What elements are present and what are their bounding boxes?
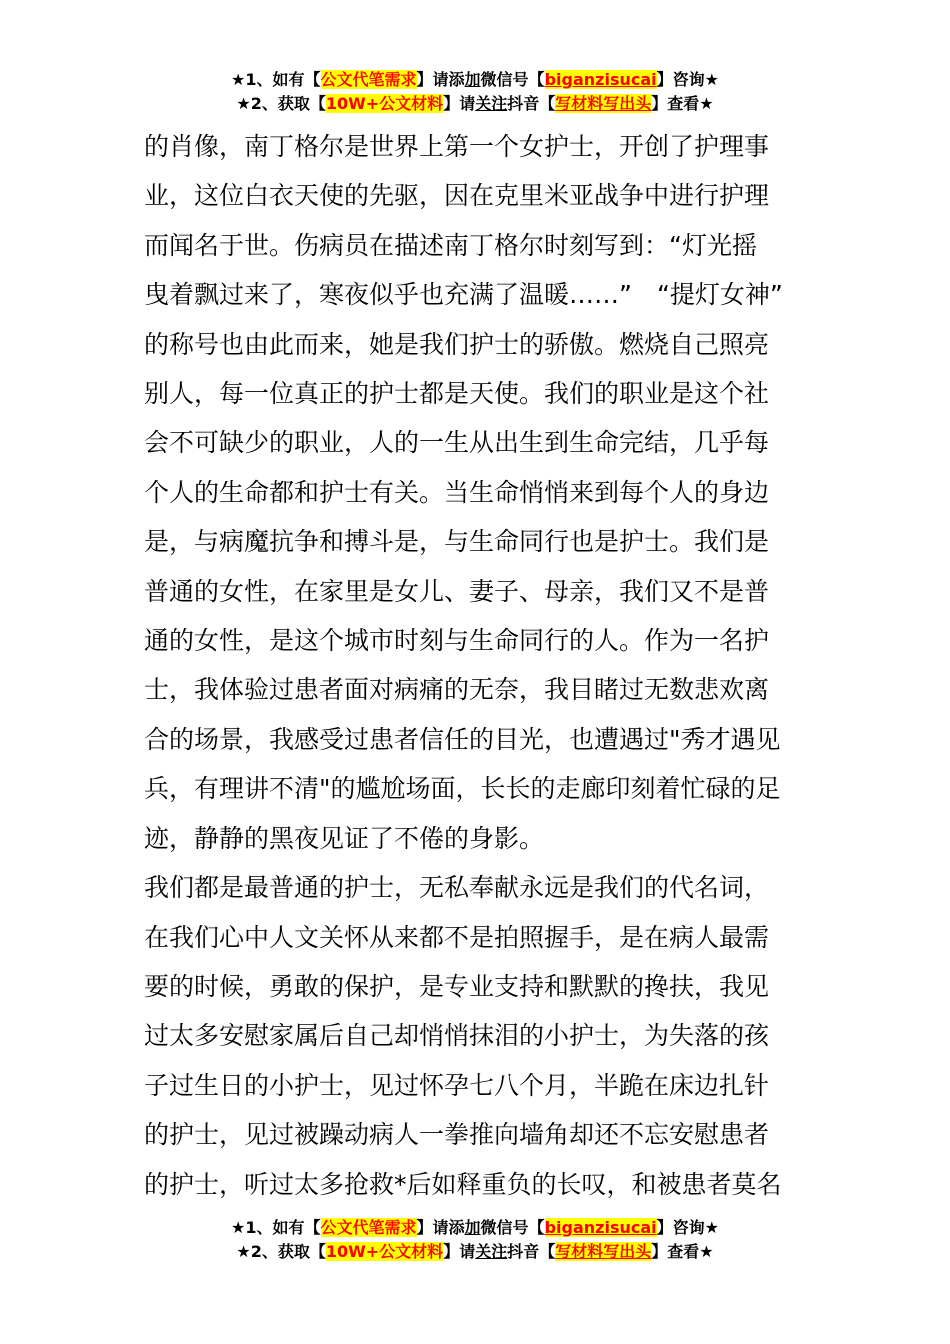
highlight-service: 公文代笔需求 <box>320 70 417 89</box>
text-line: 曳着飘过来了，寒夜似乎也充满了温暖……” “提灯女神” <box>144 280 783 310</box>
text-line: 要的时候，勇敢的保护，是专业支持和默默的搀扶，我见 <box>144 971 770 1001</box>
document-body <box>144 122 812 1209</box>
text-line: 个人的生命都和护士有关。当生命悄悄来到每个人的身边 <box>144 477 770 507</box>
douyin-account: 写材料写出头 <box>555 1242 652 1261</box>
text-line: 兵，有理讲不清"的尴尬场面，长长的走廊印刻着忙碌的足 <box>144 774 781 804</box>
star-icon: ★ <box>231 70 246 89</box>
douyin-account: 写材料写出头 <box>555 94 652 113</box>
text-line: 别人，每一位真正的护士都是天使。我们的职业是这个社 <box>144 379 770 409</box>
star-icon: ★ <box>236 94 251 113</box>
footer-line-2: ★2、获取【10W+公文材料】请关注抖音【写材料写出头】查看★ <box>236 1242 714 1261</box>
star-icon: ★ <box>699 1242 714 1261</box>
text-line: 我们都是最普通的护士，无私奉献永远是我们的代名词， <box>144 873 770 903</box>
text-line: 过太多安慰家属后自己却悄悄抹泪的小护士，为失落的孩 <box>144 1021 770 1051</box>
text-line: 通的女性，是这个城市时刻与生命同行的人。作为一名护 <box>144 626 770 656</box>
text-line: 子过生日的小护士，见过怀孕七八个月，半跪在床边扎针 <box>144 1070 770 1100</box>
wechat-id: biganzisucai <box>544 70 657 89</box>
highlight-service: 公文代笔需求 <box>320 1218 417 1237</box>
wechat-id: biganzisucai <box>544 1218 657 1237</box>
star-icon: ★ <box>236 1242 251 1261</box>
text-line: 的肖像，南丁格尔是世界上第一个女护士，开创了护理事 <box>144 132 770 161</box>
text-line: 是，与病魔抗争和搏斗是，与生命同行也是护士。我们是 <box>144 527 770 557</box>
text-line: 合的场景，我感受过患者信任的目光，也遭遇过"秀才遇见 <box>144 724 781 754</box>
header-line-1: ★1、如有【公文代笔需求】请添加微信号【biganzisucai】咨询★ <box>231 70 719 89</box>
text-line: 的护士，听过太多抢救*后如释重负的长叹，和被患者莫名 <box>144 1169 782 1199</box>
text-line: 的称号也由此而来，她是我们护士的骄傲。燃烧自己照亮 <box>144 329 770 359</box>
star-icon: ★ <box>699 94 714 113</box>
header-line-2: ★2、获取【10W+公文材料】请关注抖音【写材料写出头】查看★ <box>236 94 714 113</box>
text-line: 普通的女性，在家里是女儿、妻子、母亲，我们又不是普 <box>144 576 770 606</box>
text-line: 会不可缺少的职业，人的一生从出生到生命完结，几乎每 <box>144 428 770 458</box>
highlight-materials: 10W+公文材料 <box>325 94 444 113</box>
text-line: 的护士，见过被躁动病人一拳推向墙角却还不忘安慰患者 <box>144 1120 770 1150</box>
footer-line-1: ★1、如有【公文代笔需求】请添加微信号【biganzisucai】咨询★ <box>231 1218 719 1237</box>
footer-banner <box>0 1216 950 1264</box>
text-line: 士，我体验过患者面对病痛的无奈，我目睹过无数悲欢离 <box>144 675 770 705</box>
text-line: 在我们心中人文关怀从来都不是拍照握手，是在病人最需 <box>144 922 770 952</box>
text-line: 迹，静静的黑夜见证了不倦的身影。 <box>144 823 545 853</box>
paragraph-1 <box>144 122 812 863</box>
paragraph-2 <box>144 863 812 1209</box>
star-icon: ★ <box>231 1218 246 1237</box>
header-banner <box>0 68 950 116</box>
text-line: 业，这位白衣天使的先驱，因在克里米亚战争中进行护理 <box>144 181 770 211</box>
highlight-materials: 10W+公文材料 <box>325 1242 444 1261</box>
text-line: 而闻名于世。伤病员在描述南丁格尔时刻写到：“灯光摇 <box>144 230 757 260</box>
star-icon: ★ <box>704 1218 719 1237</box>
star-icon: ★ <box>704 70 719 89</box>
